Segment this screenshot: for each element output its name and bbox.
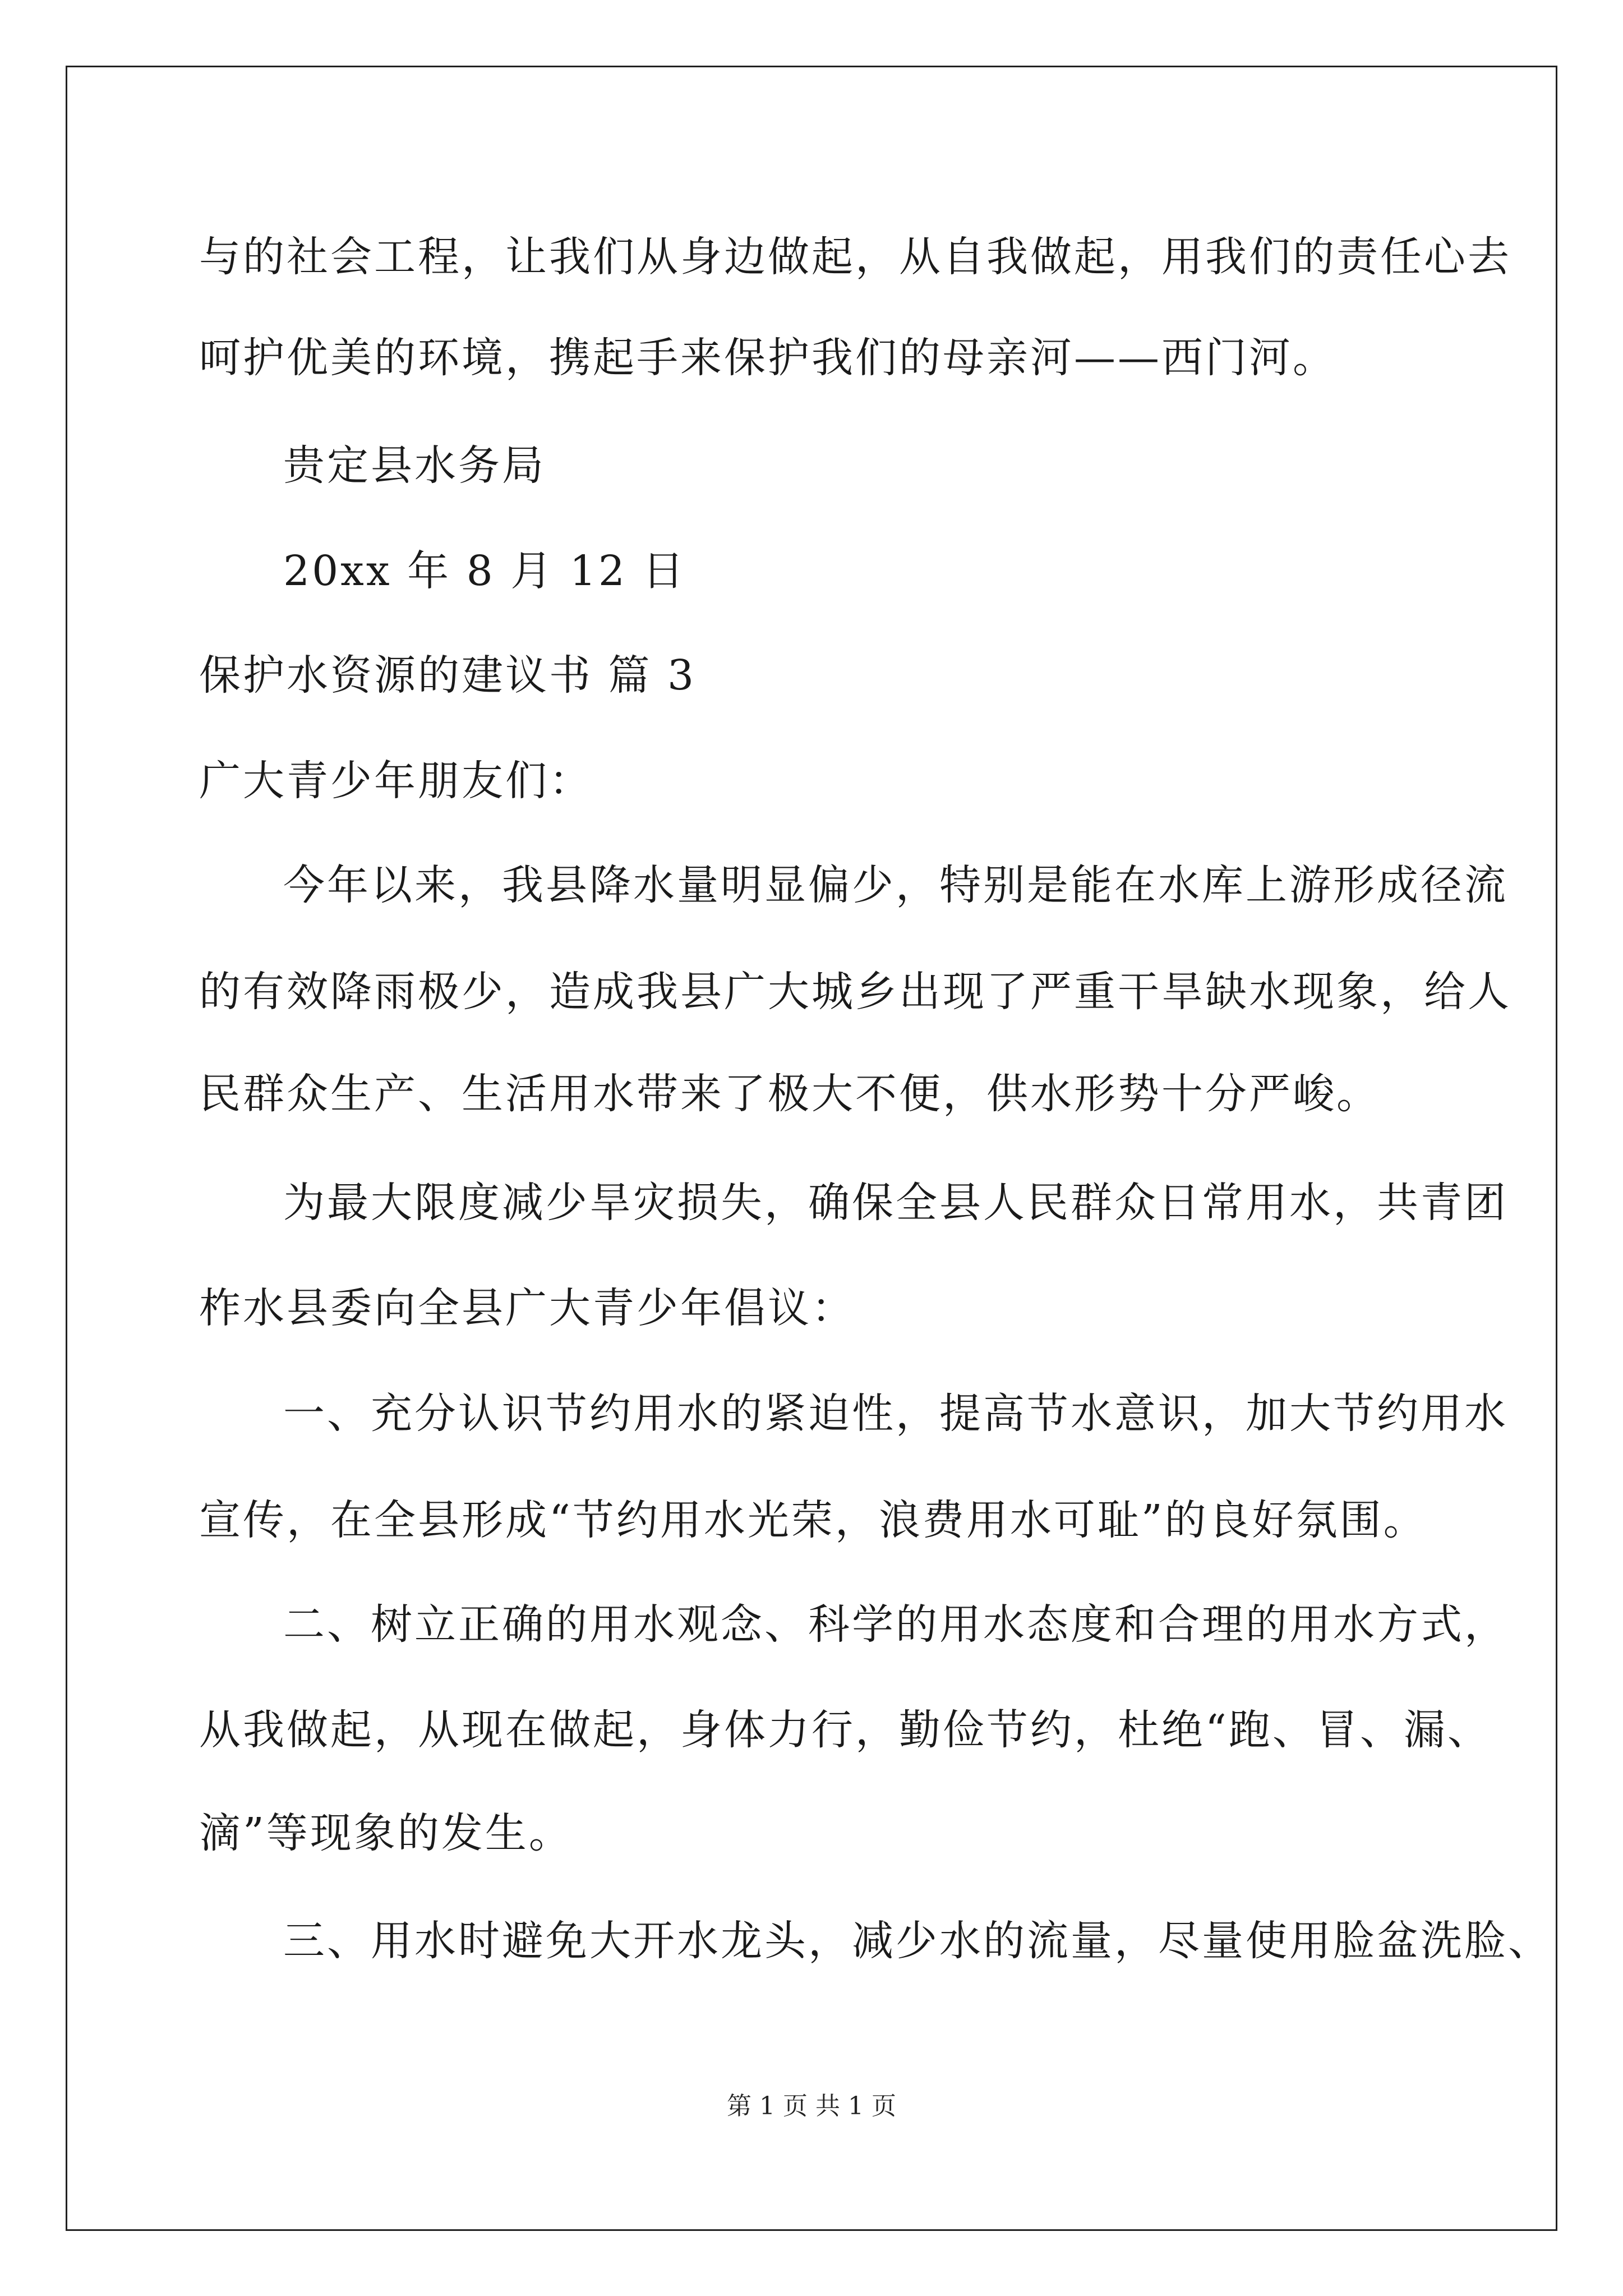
paragraph-line: 柞水县委向全县广大青少年倡议：: [199, 1284, 855, 1332]
paragraph-line: 呵护优美的环境，携起手来保护我们的母亲河——西门河。: [199, 334, 1336, 382]
paragraph-line: 从我做起，从现在做起，身体力行，勤俭节约，杜绝“跑、冒、漏、: [199, 1706, 1491, 1754]
paragraph-line: 与的社会工程，让我们从身边做起，从自我做起，用我们的责任心去: [199, 233, 1511, 281]
paragraph-line: 为最大限度减少旱灾损失，确保全县人民群众日常用水，共青团: [283, 1179, 1508, 1227]
paragraph-line: 今年以来，我县降水量明显偏少，特别是能在水库上游形成径流: [283, 861, 1508, 909]
section-heading: 保护水资源的建议书 篇 3: [199, 651, 697, 700]
paragraph-line: 三、用水时避免大开水龙头，减少水的流量，尽量使用脸盆洗脸、: [283, 1917, 1552, 1965]
signature-date: 20xx 年 8 月 12 日: [283, 547, 686, 595]
paragraph-line: 民群众生产、生活用水带来了极大不便，供水形势十分严峻。: [199, 1070, 1380, 1118]
paragraph-line: 宣传，在全县形成“节约用水光荣，浪费用水可耻”的良好氛围。: [199, 1496, 1427, 1544]
paragraph-line: 二、树立正确的用水观念、科学的用水态度和合理的用水方式，: [283, 1600, 1508, 1649]
salutation: 广大青少年朋友们：: [199, 757, 593, 805]
page-footer: 第 1 页 共 1 页: [727, 2092, 896, 2120]
page-border: [66, 66, 1557, 2231]
paragraph-line: 滴”等现象的发生。: [199, 1809, 573, 1857]
signature-organization: 贵定县水务局: [283, 441, 546, 490]
paragraph-line: 一、充分认识节约用水的紧迫性，提高节水意识，加大节约用水: [283, 1389, 1508, 1438]
paragraph-line: 的有效降雨极少，造成我县广大城乡出现了严重干旱缺水现象，给人: [199, 968, 1511, 1016]
